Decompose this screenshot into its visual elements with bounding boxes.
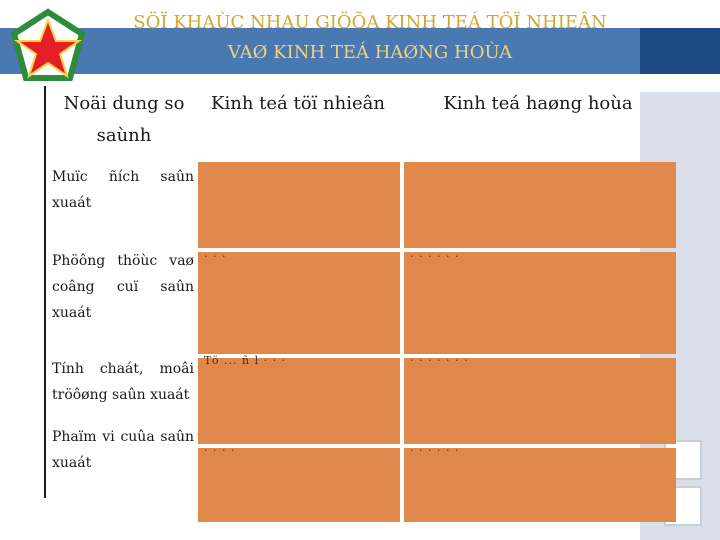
header-natural-economy: Kinh teá töï nhieân: [211, 93, 385, 114]
cell-row3-commodity-text: · · · · · · ·: [410, 354, 469, 367]
row-label-purpose: Muïc ñích saûn xuaát: [52, 169, 194, 211]
title-line-1: SÖÏ KHAÙC NHAU GIÖÕA KINH TEÁ TÖÏ NHIEÂN: [133, 12, 607, 33]
cell-row4-natural: [198, 448, 400, 522]
cell-row4-commodity: [404, 448, 676, 522]
cell-row2-natural-text: · · ·: [204, 250, 227, 263]
title-bar-accent: [640, 28, 720, 74]
title-line-2: VAØ KINH TEÁ HAØNG HOÙA: [227, 42, 513, 63]
cell-row3-commodity: [404, 358, 676, 444]
header-compare: Noäi dung so saùnh: [63, 93, 185, 146]
cell-row2-commodity-text: · · · · · ·: [410, 250, 460, 263]
cell-row1-commodity: [404, 162, 676, 248]
cell-row3-natural-text: Tö ... ñ l · · ·: [204, 354, 287, 367]
row-label-nature: Tính chaát, moâi tröôøng saûn xuaát: [52, 361, 194, 403]
row-label-method: Phöông thöùc vaø coâng cuï saûn xuaát: [52, 253, 194, 321]
cell-row3-natural: [198, 358, 400, 444]
left-vertical-line: [44, 86, 46, 498]
cell-row4-commodity-text: · · · · · ·: [410, 444, 460, 457]
cell-row2-commodity: [404, 252, 676, 354]
cell-row1-natural: [198, 162, 400, 248]
page-title: [110, 8, 630, 68]
row-label-scope: Phaïm vi cuûa saûn xuaát: [52, 429, 194, 471]
cell-row4-natural-text: · · · ·: [204, 444, 236, 457]
star-emblem-icon: [8, 8, 88, 86]
cell-row2-natural: [198, 252, 400, 354]
header-commodity-economy: Kinh teá haøng hoùa: [443, 93, 633, 114]
